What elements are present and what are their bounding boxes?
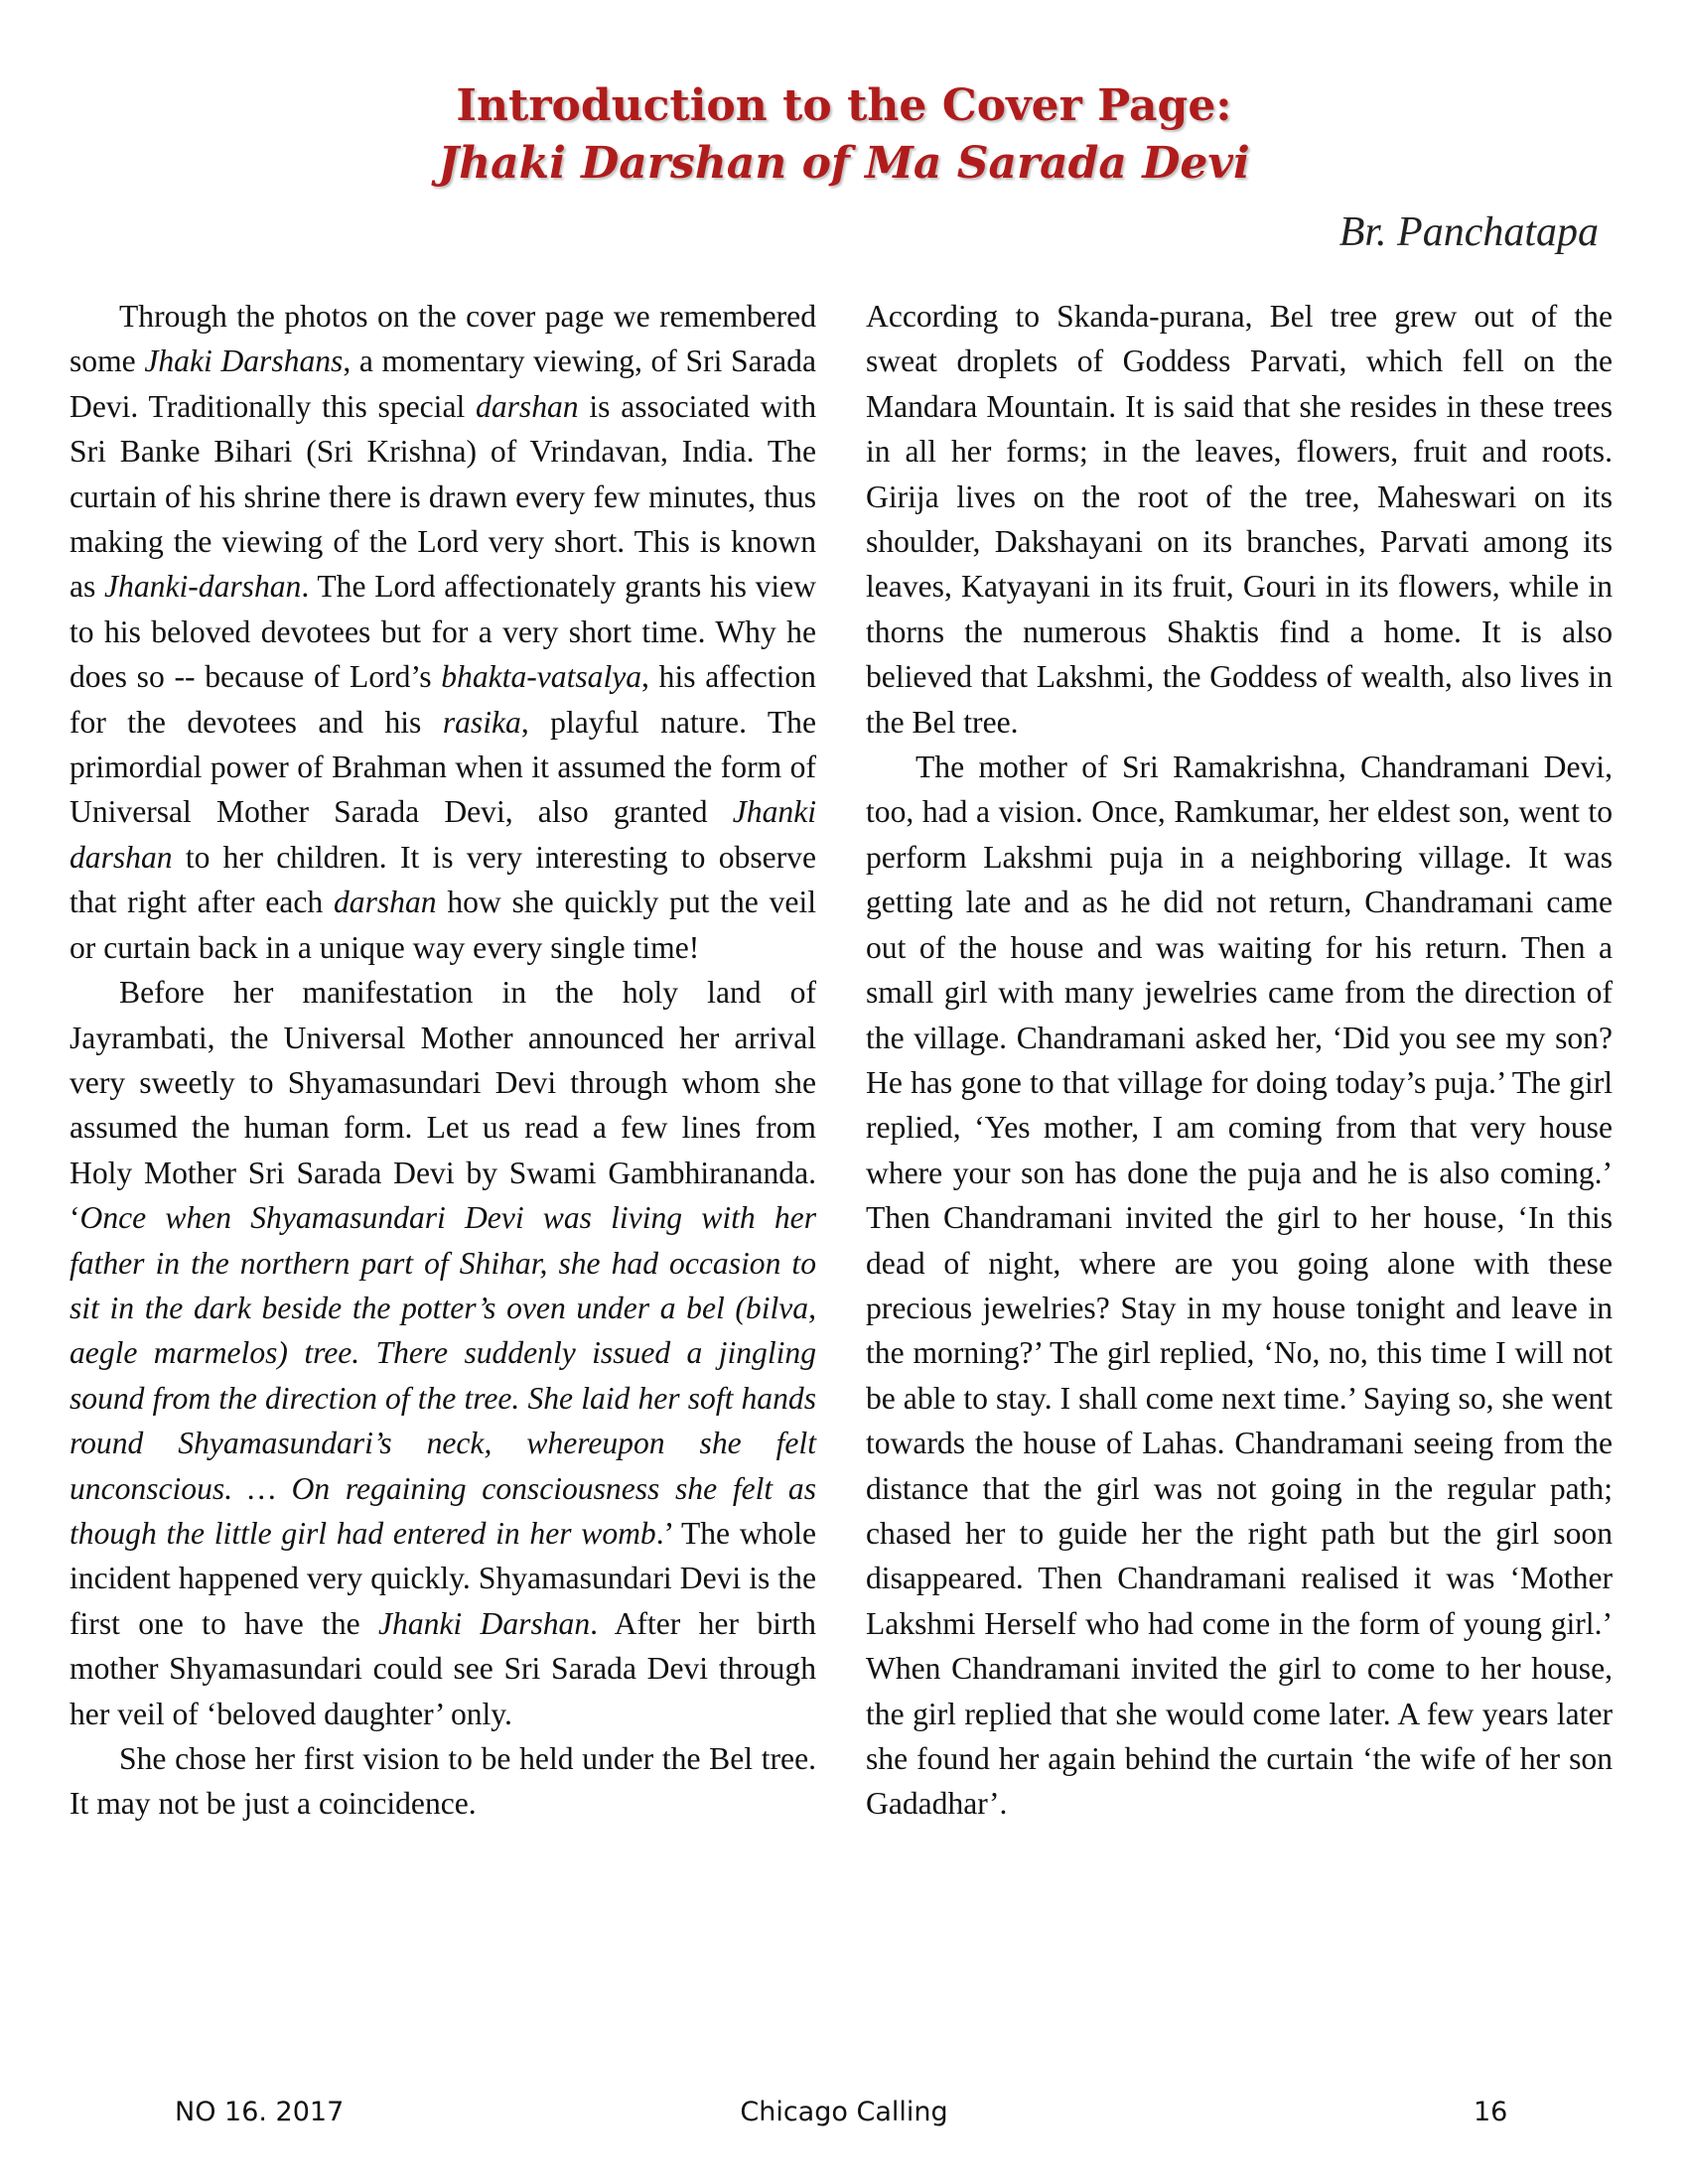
article-title — [0, 77, 1688, 193]
italic-term: Jhaki Darshans — [144, 343, 344, 379]
text-run: how she quickly put the veil or curtain back in a unique way every single time! — [70, 885, 816, 965]
text-run: . The Lord affectionately grants his view to his beloved devotees but for a very short time. Why he does so -- because of Lord’s — [70, 569, 816, 695]
paragraph — [70, 294, 816, 970]
footer-page-number: 16 — [1474, 2097, 1508, 2127]
text-run: Before her manifestation in the holy land of Jayrambati, the Universal Mother announced her arrival very sweetly to Shyamasundari Devi through whom she assumed the human form. Let us read a few lines from Holy Mother Sri Sarada Devi by Swami Gambhirananda. ‘ — [70, 975, 816, 1236]
italic-term: rasika — [442, 704, 521, 740]
paragraph: According to Skanda-purana, Bel tree grew out of the sweat droplets of Goddess Parvati, which fell on the Mandara Mountain. It is said that she resides in these trees in all her forms; in the leaves, flowers, fruit and roots. Girija lives on the root of the tree, Maheswari on its shoulder, Dakshayani on its branches, Parvati among its leaves, Katyayani in its fruit, Gouri in its flowers, while in thorns the numerous Shaktis find a home. It is also believed that Lakshmi, the Goddess of wealth, also lives in the Bel tree. — [866, 299, 1613, 740]
title-line-2: Jhaki Darshan of Ma Sarada Devi — [438, 138, 1250, 189]
italic-term: Jhanki Darshan — [378, 1605, 591, 1641]
footer-issue: NO 16. 2017 — [175, 2097, 345, 2127]
paragraph: The mother of Sri Ramakrishna, Chandramani Devi, too, had a vision. Once, Ramkumar, her eldest son, went to perform Lakshmi puja in a neighboring village. It was getting late and as he did not return, Chandramani came out of the house and was waiting for his return. Then a small girl with many jewelries came from the direction of the village. Chandramani asked her, ‘Did you see my son? He has gone to that village for doing today’s puja.’ The girl replied, ‘Yes mother, I am coming from that very house where your son has done the puja and he is also coming.’ Then Chandramani invited the girl to her house, ‘In this dead of night, where are you going alone with these precious jewelries? Stay in my house tonight and leave in the morning?’ The girl replied, ‘No, no, this time I will not be able to stay. I shall come next time.’ Saying so, she went towards the house of Lahas. Chandramani seeing from the distance that the girl was not going in the regular path; chased her to guide her the right path but the girl soon disappeared. Then Chandramani realised it was ‘Mother Lakshmi Herself who had come in the form of young girl.’ When Chandramani invited the girl to come to her house, the girl replied that she would come later. A few years later she found her again behind the curtain ‘the wife of her son Gadadhar’. — [866, 750, 1613, 1822]
italic-term: Jhanki darshan — [70, 794, 816, 875]
paragraph: She chose her first vision to be held under the Bel tree. It may not be just a coincidence. — [70, 1741, 816, 1822]
author-byline: Br. Panchatapa — [1338, 209, 1599, 255]
right-column — [866, 294, 1613, 1827]
italic-term: darshan — [333, 885, 437, 920]
footer-publication: Chicago Calling — [740, 2097, 948, 2127]
left-column — [70, 294, 816, 1827]
text-run: , playful nature. The primordial power of Brahman when it assumed the form of Universal Mother Sarada Devi, also granted — [70, 704, 817, 830]
text-run: is associated with Sri Banke Bihari (Sri Krishna) of Vrindavan, India. The curtain of his shrine there is drawn every few minutes, thus making the viewing of the Lord very short. This is known as — [70, 388, 816, 605]
italic-term: darshan — [476, 388, 579, 424]
text-run: . After her birth mother Shyamasundari could see Sri Sarada Devi through her veil of ‘beloved daughter’ only. — [70, 1605, 816, 1731]
text-run: .’ The whole incident happened very quickly. Shyamasundari Devi is the first one to have the — [70, 1515, 816, 1641]
italic-term: Jhanki-darshan — [104, 569, 302, 605]
text-run: to her children. It is very interesting to observe that right after each — [70, 839, 816, 920]
italic-term: bhakta-vatsalya — [441, 659, 642, 695]
italic-quote: Once when Shyamasundari Devi was living with her father in the northern part of Shihar, she had occasion to sit in the dark beside the potter’s oven under a bel (bilva, aegle marmelos) tree. There suddenly issued a jingling sound from the direction of the tree. She laid her soft hands round Shyamasundari’s neck, whereupon she felt unconscious. … On regaining consciousness she felt as though the little girl had entered in her womb — [70, 1200, 816, 1551]
title-line-1: Introduction to the Cover Page: — [456, 80, 1232, 131]
text-run: , a momentary viewing, of Sri Sarada Devi. Traditionally this special — [70, 343, 816, 424]
paragraph — [70, 970, 816, 1736]
text-run: , his affection for the devotees and his — [70, 659, 816, 740]
text-run: Through the photos on the cover page we remembered some — [70, 299, 816, 379]
